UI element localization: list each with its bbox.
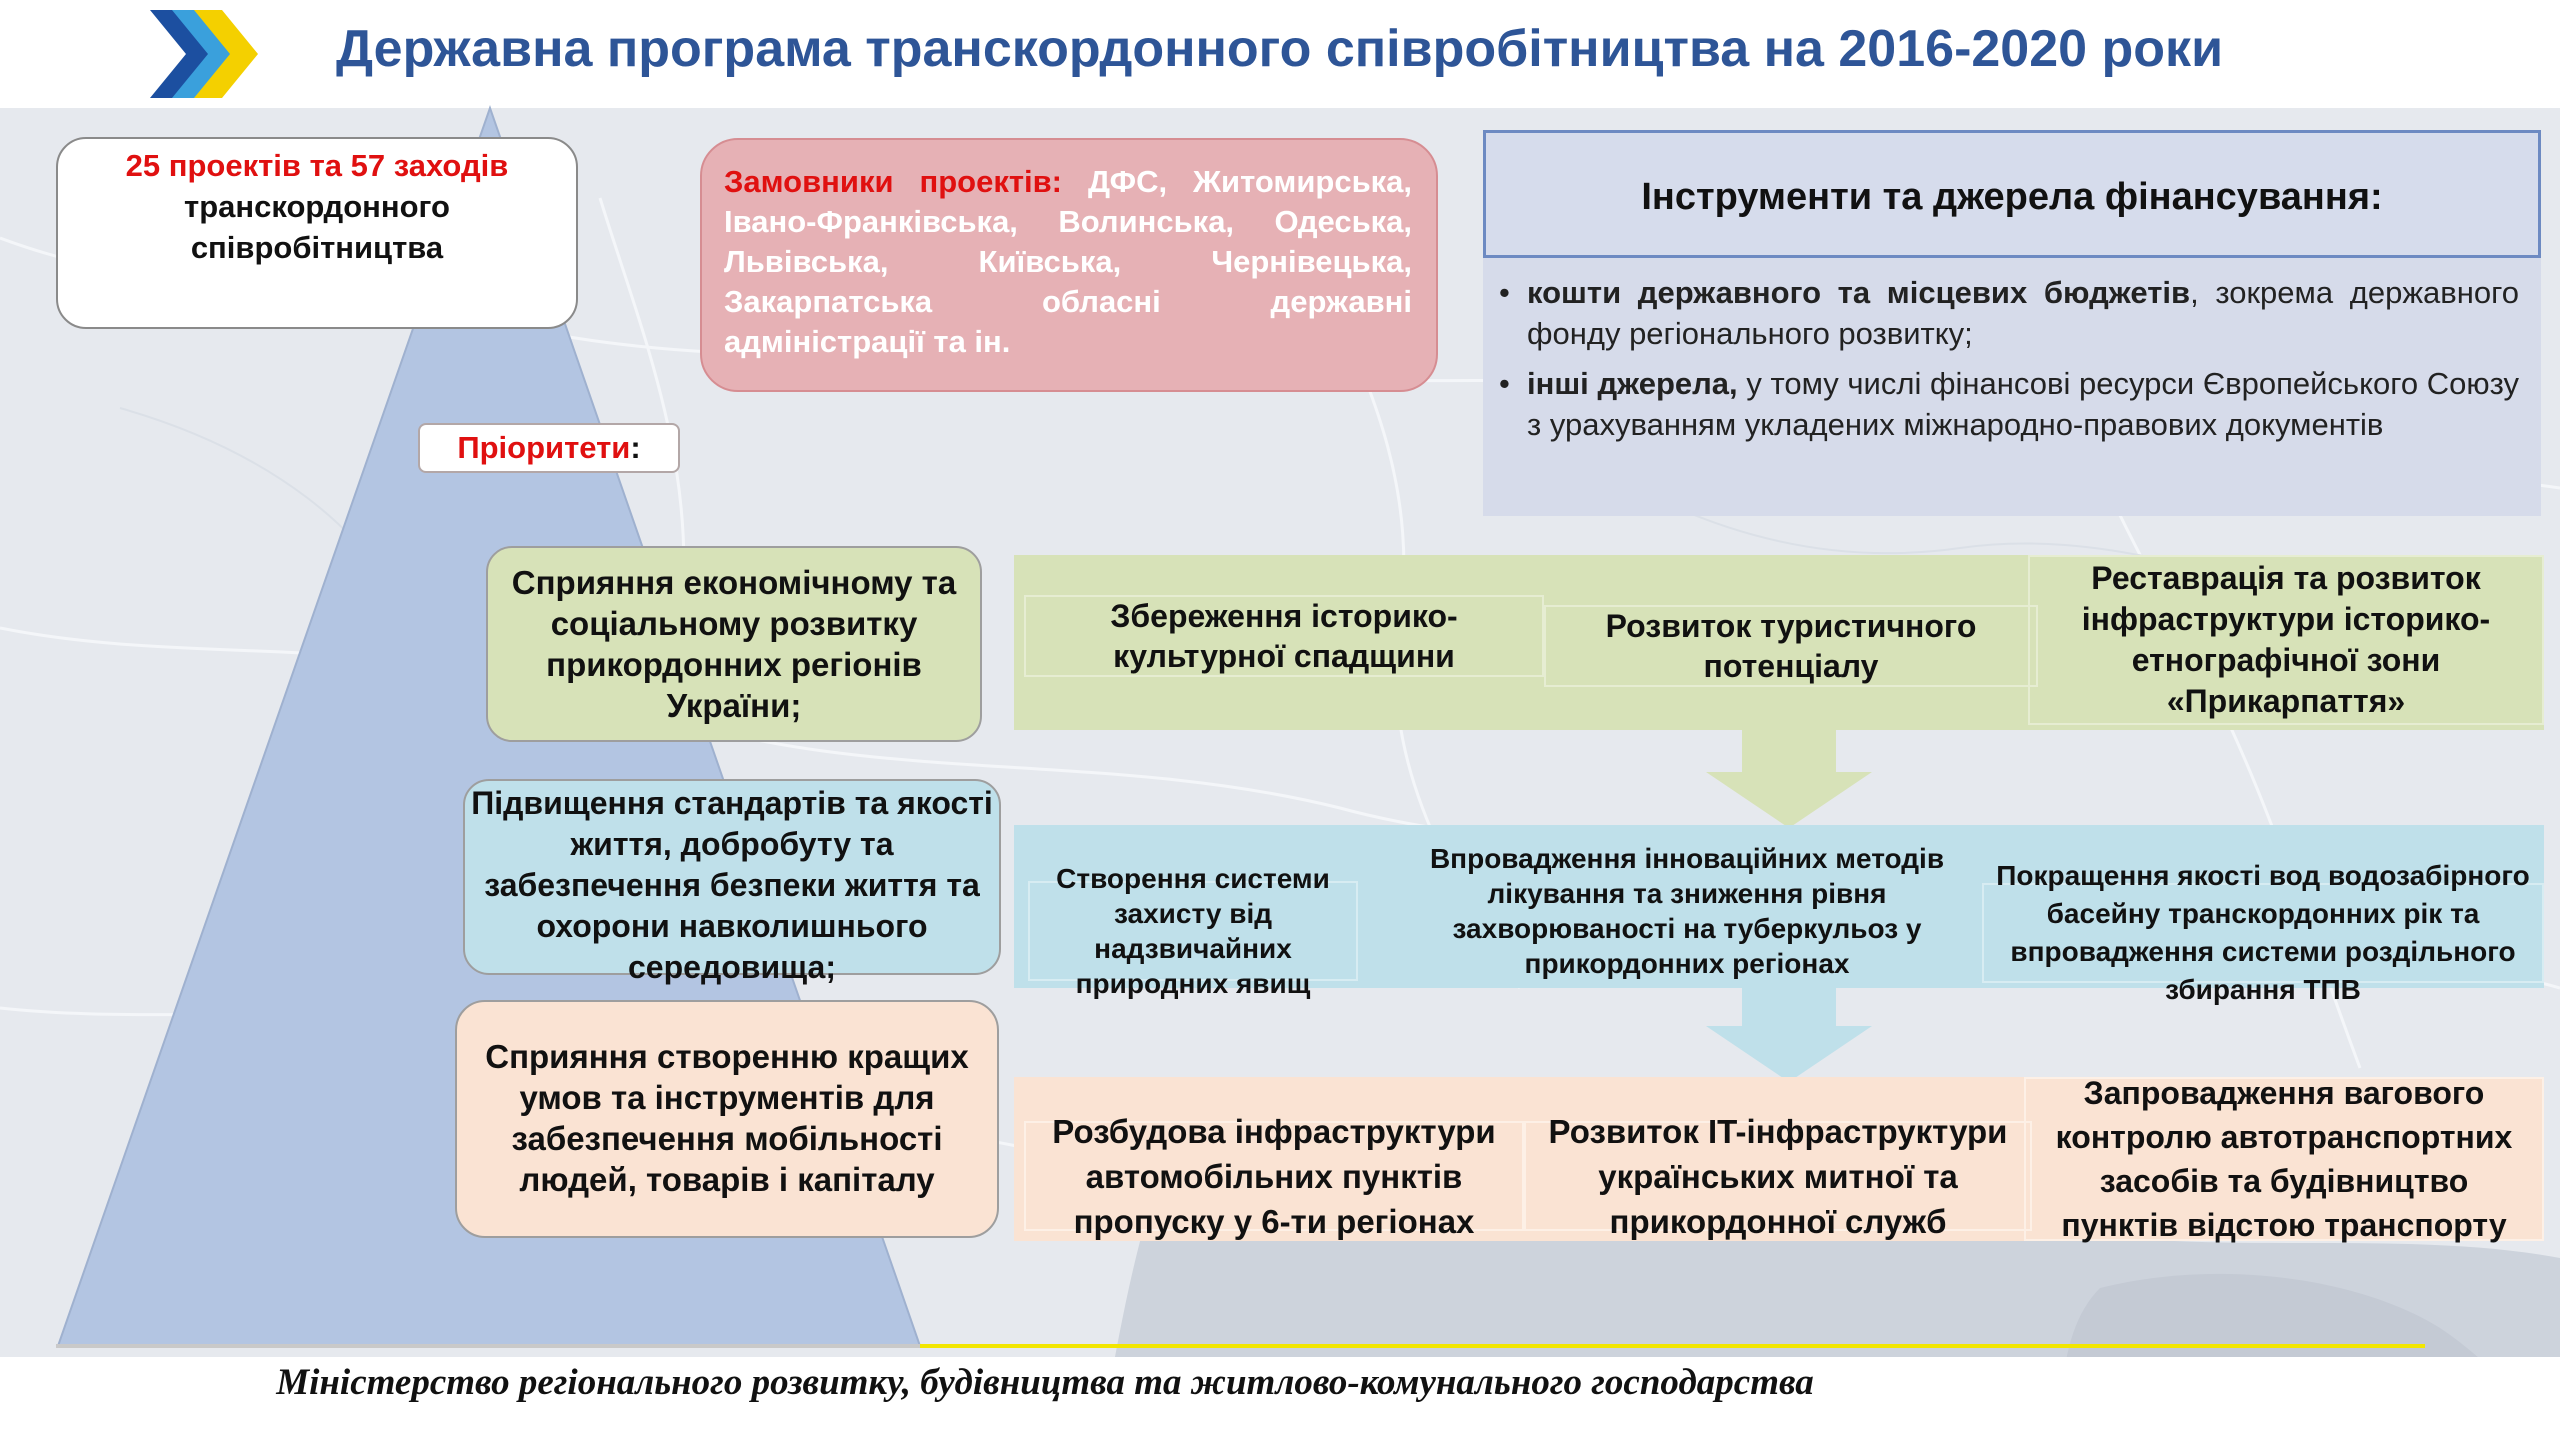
band-cell	[1982, 860, 2544, 1005]
financing-item	[1499, 272, 2519, 354]
band-mobility	[1014, 1077, 2544, 1241]
bullet-icon: •	[1499, 275, 1510, 310]
priorities-colon: :	[630, 430, 641, 465]
priorities-label-text: Пріоритети	[457, 430, 631, 465]
priority-economic: Сприяння економічному та соціальному розвитку прикордонних регіонів України;	[486, 546, 982, 742]
band-cell	[1028, 863, 1358, 999]
priorities-label	[418, 423, 680, 473]
band-cultural	[1014, 555, 2544, 730]
financing-item-bold: кошти державного та місцевих бюджетів	[1527, 275, 2191, 310]
financing-item-bold: інші джерела,	[1527, 366, 1738, 401]
footer-divider-grey	[56, 1344, 920, 1348]
band-cell: Збереження історико-культурної спадщини	[1024, 595, 1544, 677]
customers-box	[700, 138, 1438, 392]
financing-panel	[1483, 130, 2541, 516]
summary-box	[56, 137, 578, 329]
band-health	[1014, 825, 2544, 1005]
financing-title: Інструменти та джерела фінансування:	[1483, 130, 2541, 258]
priority-mobility: Сприяння створенню кращих умов та інструментів для забезпечення мобільності людей, товарів і капіталу	[455, 1000, 999, 1238]
summary-count: 25 проектів та 57 заходів	[125, 148, 509, 183]
band-cell-text: Впровадження інноваційних методів лікування та зниження рівня захворюваності на туберкульоз у прикордонних регіонах	[1429, 843, 1945, 979]
band-cell: Розбудова інфраструктури автомобільних пунктів пропуску у 6-ти регіонах	[1024, 1121, 1524, 1231]
priority-quality-of-life: Підвищення стандартів та якості життя, добробуту та забезпечення безпеки життя та охорони навколишнього середовища;	[463, 779, 1001, 975]
down-arrow-icon	[1706, 986, 1872, 1082]
band-cell-text: Створення системи захисту від надзвичайних природних явищ	[1056, 863, 1330, 999]
page-title: Державна програма транскордонного співробітництва на 2016-2020 роки	[336, 20, 2224, 78]
band-cell: Реставрація та розвиток інфраструктури історико-етнографічної зони «Прикарпаття»	[2028, 555, 2544, 725]
customers-text: ДФС, Житомирська, Івано-Франківська, Волинська, Одеська, Львівська, Київська, Чернівецька, Закарпатська обласні державні адміністрації та ін.	[724, 164, 1413, 359]
band-cell: Запровадження вагового контролю автотранспортних засобів та будівництво пунктів відстою транспорту	[2024, 1077, 2544, 1241]
band-cell	[1384, 841, 1990, 981]
band-cell: Розвиток IT-інфраструктури українських митної та прикордонної служб	[1524, 1121, 2032, 1231]
band-cell-text: Покращення якості вод водозабірного басейну транскордонних рік та впровадження системи роздільного збирання ТПВ	[1996, 860, 2530, 1005]
financing-item-text: у тому числі фінансові ресурси Європейського Союзу з урахуванням укладених міжнародно-правових документів	[1527, 366, 2519, 442]
financing-item-text: , зокрема державного фонду регіонального розвитку;	[1527, 275, 2519, 351]
bullet-icon: •	[1499, 366, 1510, 401]
financing-list	[1499, 272, 2519, 454]
band-cell: Розвиток туристичного потенціалу	[1544, 605, 2038, 687]
summary-line3: співробітництва	[190, 230, 444, 265]
summary-line2: транскордонного	[184, 189, 450, 224]
financing-item	[1499, 363, 2519, 445]
customers-label: Замовники проектів:	[724, 164, 1063, 199]
down-arrow-icon	[1706, 728, 1872, 828]
footer-divider-yellow	[920, 1344, 2425, 1348]
footer-ministry: Міністерство регіонального розвитку, будівництва та житлово-комунального господарства	[276, 1362, 1814, 1403]
